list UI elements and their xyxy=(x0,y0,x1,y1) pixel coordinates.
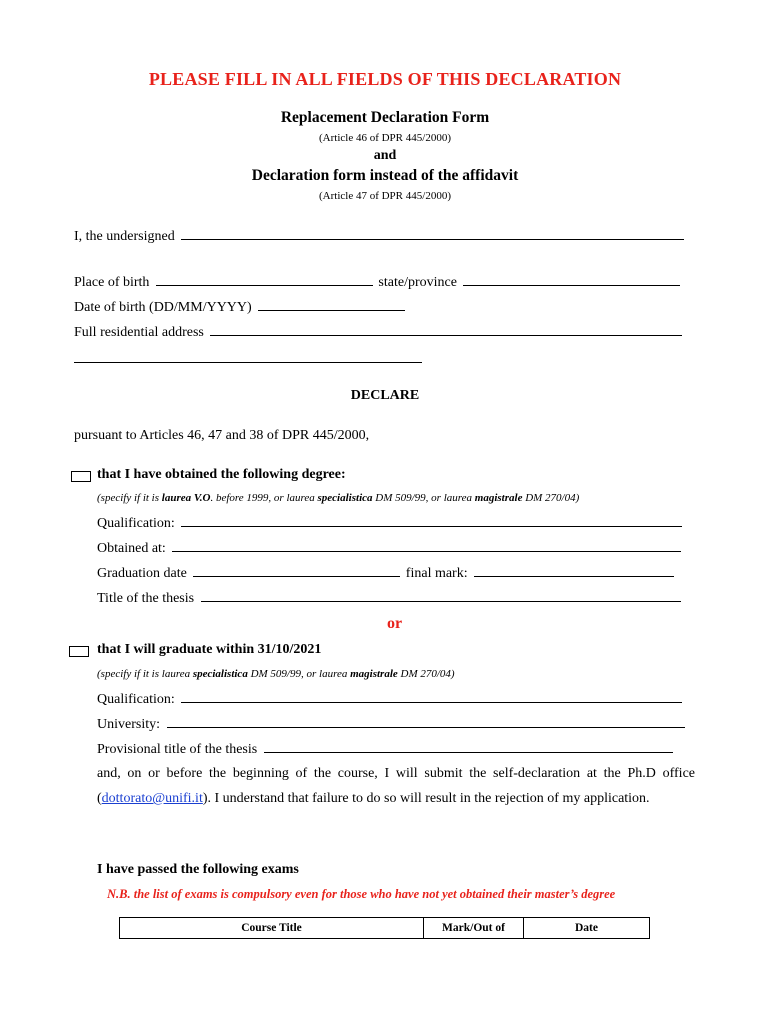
spec-bold-text: magistrale xyxy=(350,668,398,680)
provisional-thesis-label: Provisional title of the thesis xyxy=(97,742,258,757)
spec-bold-text: laurea V.O xyxy=(161,492,211,504)
pursuant-text: pursuant to Articles 46, 47 and 38 of DPR 445/2000, xyxy=(74,428,370,443)
dob-row xyxy=(74,298,405,316)
degree-obtained-spec xyxy=(97,492,579,504)
obtained-at-field[interactable] xyxy=(172,539,681,552)
undersigned-row xyxy=(74,227,684,245)
spec-bold-text: specialistica xyxy=(317,492,373,504)
address-label: Full residential address xyxy=(74,325,204,340)
will-graduate-checkbox[interactable] xyxy=(69,646,89,657)
thesis-title-field[interactable] xyxy=(201,589,681,602)
qualification-2-row xyxy=(97,690,682,708)
degree-obtained-checkbox[interactable] xyxy=(71,471,91,482)
exams-table-header xyxy=(120,918,650,939)
submission-note-text: ). I understand that failure to do so will result in the rejection of my application. xyxy=(202,791,650,806)
spec-text: DM 509/99, or laurea xyxy=(247,668,351,680)
exams-heading: I have passed the following exams xyxy=(97,862,299,877)
spec-bold-text: specialistica xyxy=(192,668,248,680)
exams-compulsory-note: N.B. the list of exams is compulsory even for those who have not yet obtained their master’s degree xyxy=(107,887,616,901)
dob-field[interactable] xyxy=(258,298,405,311)
spec-bold-text: magistrale xyxy=(474,492,523,504)
spec-text: . before 1999, or laurea xyxy=(210,492,318,504)
undersigned-label: I, the undersigned xyxy=(74,229,175,244)
address-field-line-2[interactable] xyxy=(74,350,422,363)
degree-obtained-title: that I have obtained the following degree: xyxy=(97,467,346,482)
spec-text: (specify if it is xyxy=(97,492,162,504)
submission-note-text: and, on or before the beginning of the course, I will submit the self-declaration at the Ph.D office ( xyxy=(97,766,695,806)
column-date: Date xyxy=(524,918,650,939)
university-field[interactable] xyxy=(167,715,685,728)
spec-text: DM 270/04) xyxy=(397,668,455,680)
form-title-affidavit: Declaration form instead of the affidavit xyxy=(251,167,519,184)
will-graduate-spec xyxy=(97,668,455,680)
final-mark-field[interactable] xyxy=(474,564,674,577)
graduation-date-label: Graduation date xyxy=(97,566,187,581)
obtained-at-row xyxy=(97,539,681,557)
provisional-thesis-field[interactable] xyxy=(264,740,673,753)
spec-text: DM 270/04) xyxy=(522,492,580,504)
birthplace-row xyxy=(74,273,680,291)
qualification-2-label: Qualification: xyxy=(97,692,175,707)
birthplace-label: Place of birth xyxy=(74,275,150,290)
university-label: University: xyxy=(97,717,160,732)
will-graduate-title: that I will graduate within 31/10/2021 xyxy=(97,642,322,657)
or-separator: or xyxy=(387,615,403,632)
thesis-title-label: Title of the thesis xyxy=(97,591,195,606)
submission-note xyxy=(97,761,695,811)
phd-office-email-link[interactable]: dottorato@unifi.it xyxy=(101,791,203,806)
form-title-replacement: Replacement Declaration Form xyxy=(280,109,490,126)
column-mark: Mark/Out of xyxy=(424,918,524,939)
graduation-row xyxy=(97,564,674,582)
dob-label: Date of birth (DD/MM/YYYY) xyxy=(74,300,252,315)
state-label: state/province xyxy=(378,275,457,290)
university-row xyxy=(97,715,685,733)
final-mark-label: final mark: xyxy=(405,566,468,581)
qualification-label: Qualification: xyxy=(97,516,175,531)
qualification-2-field[interactable] xyxy=(181,690,682,703)
thesis-row xyxy=(97,589,681,607)
spec-text: (specify if it is laurea xyxy=(97,668,193,680)
state-field[interactable] xyxy=(463,273,680,286)
graduation-date-field[interactable] xyxy=(193,564,400,577)
exams-table xyxy=(119,917,650,939)
fill-all-fields-warning: PLEASE FILL IN ALL FIELDS OF THIS DECLARATION xyxy=(148,69,622,89)
column-course-title: Course Title xyxy=(120,918,424,939)
provisional-thesis-row xyxy=(97,740,673,758)
spec-text: DM 509/99, or laurea xyxy=(372,492,475,504)
article-46-reference: (Article 46 of DPR 445/2000) xyxy=(319,132,451,144)
article-47-reference: (Article 47 of DPR 445/2000) xyxy=(319,190,451,202)
birthplace-field[interactable] xyxy=(156,273,373,286)
address-field[interactable] xyxy=(210,323,682,336)
undersigned-field[interactable] xyxy=(181,227,684,240)
qualification-row xyxy=(97,514,682,532)
address-row xyxy=(74,323,682,341)
obtained-at-label: Obtained at: xyxy=(97,541,166,556)
qualification-field[interactable] xyxy=(181,514,682,527)
declare-heading: DECLARE xyxy=(350,388,420,403)
and-label: and xyxy=(373,148,397,163)
